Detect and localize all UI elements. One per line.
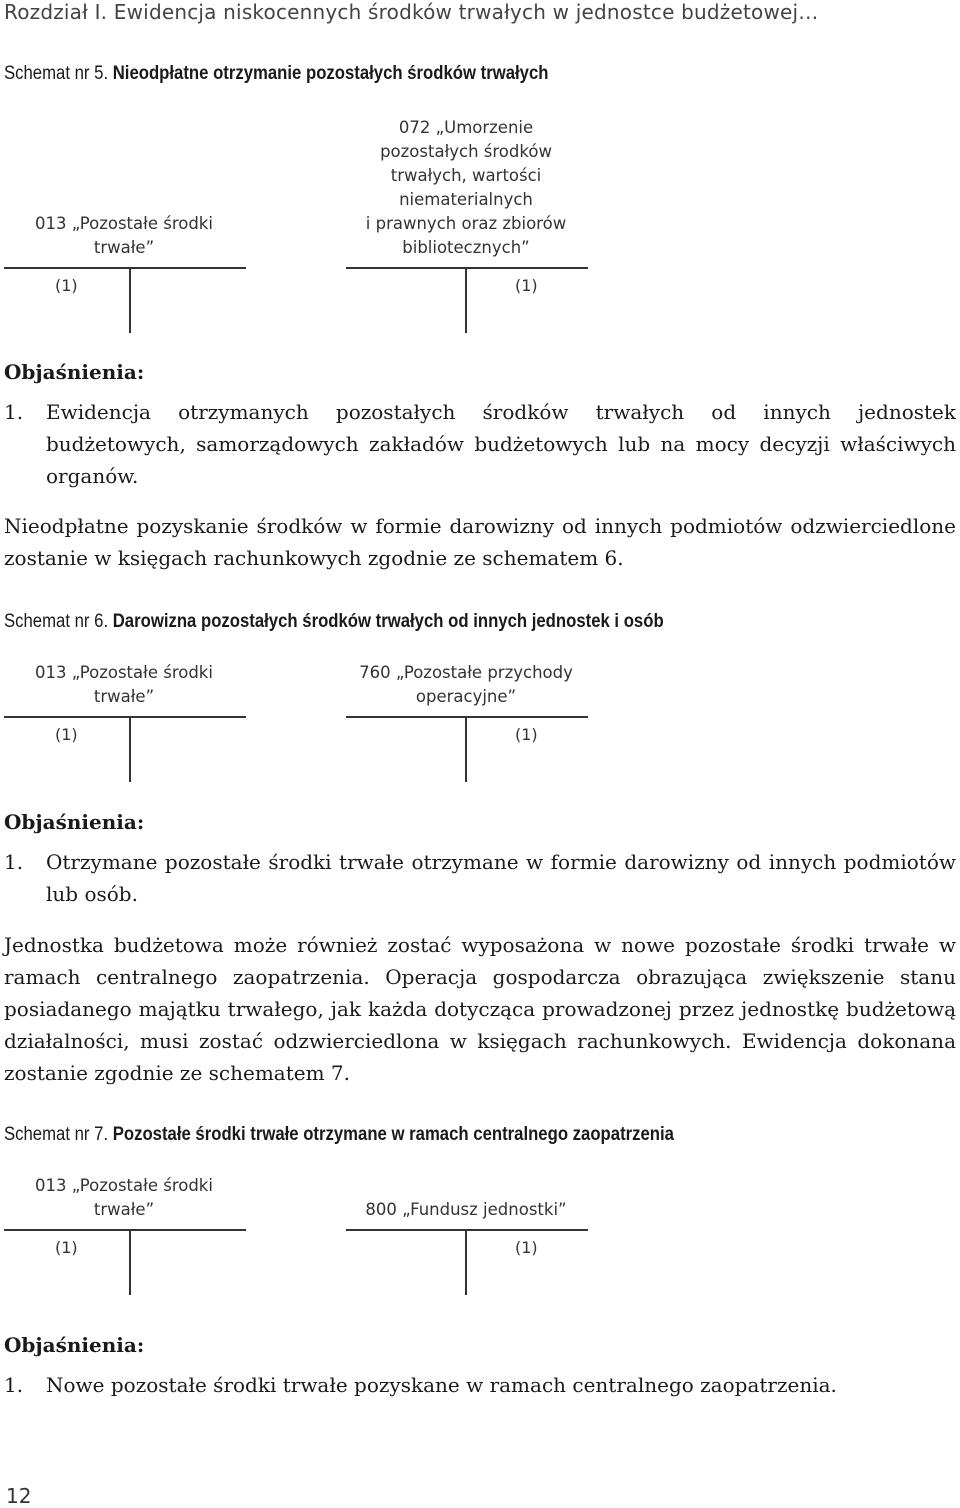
scheme-6-title-text: Darowizna pozostałych środków trwałych od innych jednostek i osób: [112, 611, 664, 632]
explanation-item: [4, 846, 956, 910]
scheme-7-left-account: [4, 1174, 244, 1222]
scheme-5-right-account: [346, 116, 586, 260]
account-name-line: i prawnych oraz zbiorów: [365, 214, 567, 233]
explanation-number: 1.: [4, 400, 24, 424]
scheme-6-left-account: [4, 661, 244, 709]
scheme-5-right-entry: (1): [515, 276, 538, 295]
paragraph: Nieodpłatne pozyskanie środków w formie darowizny od innych podmiotów odzwierciedlone zostanie w księgach rachunkowych zgodnie ze schematem 6.: [4, 514, 956, 570]
explanations-heading: Objaśnienia:: [4, 810, 145, 834]
account-name-line: 760 „Pozostałe przychody: [359, 663, 573, 682]
scheme-5-label: Schemat nr 5.: [4, 63, 109, 84]
t-account-top-line: [346, 1229, 588, 1231]
explanations-heading: Objaśnienia:: [4, 360, 145, 384]
t-account-top-line: [346, 267, 588, 269]
scheme-5-title: [4, 63, 548, 85]
account-name-line: niematerialnych: [399, 190, 533, 209]
explanation-item: [4, 396, 956, 492]
account-name-line: operacyjne”: [415, 687, 517, 706]
explanation-text: Ewidencja otrzymanych pozostałych środków trwałych od innych jednostek budżetowych, samorządowych zakładów budżetowych lub na mocy decyzji właściwych organów.: [46, 400, 956, 488]
paragraph: Jednostka budżetowa może również zostać wyposażona w nowe pozostałe środki trwałe w ramach centralnego zaopatrzenia. Operacja gospodarcza obrazująca zwiększenie stanu posiadanego majątku trwałego, jak każda dotycząca prowadzonej przez jednostkę budżetową działalności, musi zostać odzwierciedlona w księgach rachunkowych. Ewidencja dokonana zostanie zgodnie ze schematem 7.: [4, 933, 956, 1085]
scheme-7-label: Schemat nr 7.: [4, 1124, 109, 1145]
scheme-7-title-text: Pozostałe środki trwałe otrzymane w ramach centralnego zaopatrzenia: [112, 1124, 674, 1145]
account-name-line: 800 „Fundusz jednostki”: [365, 1200, 567, 1219]
scheme-6-label: Schemat nr 6.: [4, 611, 109, 632]
explanation-item: [4, 1369, 956, 1401]
t-account-divider: [465, 1229, 467, 1295]
scheme-5-title-text: Nieodpłatne otrzymanie pozostałych środków trwałych: [112, 63, 549, 84]
t-account-divider: [465, 267, 467, 333]
account-name-line: trwałe”: [93, 1200, 155, 1219]
account-name-line: trwałe”: [93, 238, 155, 257]
t-account-top-line: [4, 716, 246, 718]
t-account-top-line: [346, 716, 588, 718]
scheme-5-left-entry: (1): [55, 276, 78, 295]
account-name-line: 072 „Umorzenie: [398, 118, 534, 137]
scheme-6-title: [4, 611, 664, 633]
t-account-top-line: [4, 1229, 246, 1231]
t-account-top-line: [4, 267, 246, 269]
account-name-line: trwałych, wartości: [390, 166, 542, 185]
explanation-text: Nowe pozostałe środki trwałe pozyskane w ramach centralnego zaopatrzenia.: [46, 1373, 837, 1397]
explanations-heading: Objaśnienia:: [4, 1333, 145, 1357]
running-head: Rozdział I. Ewidencja niskocennych środków trwałych w jednostce budżetowej…: [4, 0, 819, 24]
scheme-5-left-account: [4, 212, 244, 260]
t-account-divider: [129, 1229, 131, 1295]
account-name-line: trwałe”: [93, 687, 155, 706]
page-number: 12: [6, 1484, 32, 1508]
scheme-6-left-entry: (1): [55, 725, 78, 744]
scheme-7-right-entry: (1): [515, 1238, 538, 1257]
explanation-text: Otrzymane pozostałe środki trwałe otrzymane w formie darowizny od innych podmiotów lub osób.: [46, 850, 956, 906]
scheme-7-title: [4, 1124, 674, 1146]
t-account-divider: [129, 267, 131, 333]
account-name-line: bibliotecznych”: [402, 238, 530, 257]
account-name-line: 013 „Pozostałe środki: [35, 1176, 213, 1195]
scheme-7-right-account: [333, 1198, 599, 1222]
explanation-number: 1.: [4, 1373, 24, 1397]
t-account-divider: [129, 716, 131, 782]
scheme-6-right-entry: (1): [515, 725, 538, 744]
t-account-divider: [465, 716, 467, 782]
account-name-line: pozostałych środków: [380, 142, 552, 161]
account-name-line: 013 „Pozostałe środki: [35, 663, 213, 682]
explanation-number: 1.: [4, 850, 24, 874]
account-name-line: 013 „Pozostałe środki: [35, 214, 213, 233]
scheme-7-left-entry: (1): [55, 1238, 78, 1257]
scheme-6-right-account: [333, 661, 599, 709]
